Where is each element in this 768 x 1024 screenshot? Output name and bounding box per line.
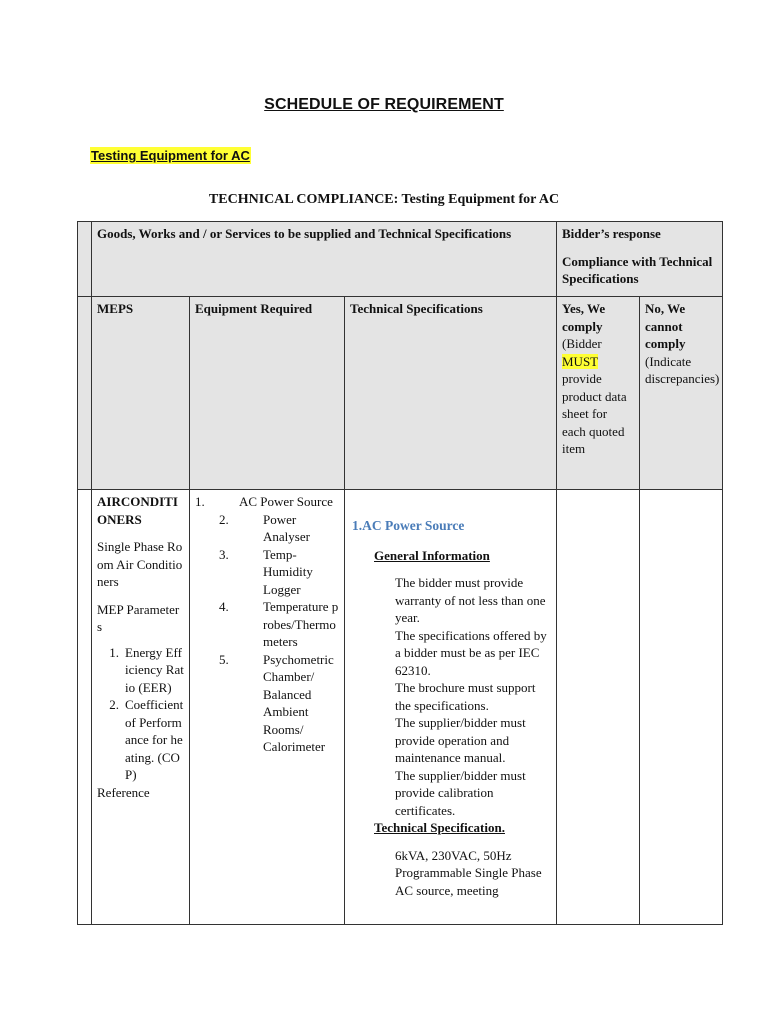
list-item: 1. AC Power Source — [195, 494, 333, 509]
technical-header: Technical Specifications — [350, 301, 483, 316]
meps-parameters: MEP Parameters — [97, 601, 180, 634]
equipment-list — [195, 493, 339, 756]
list-item: 3. Temp-Humidity Logger — [219, 546, 313, 597]
must-highlight: MUST — [562, 353, 598, 369]
bidder-response-label: Bidder’s response — [562, 226, 661, 241]
document-title: SCHEDULE OF REQUIREMENT — [264, 96, 504, 113]
bidder-response-cell — [557, 222, 723, 297]
technical-specification-text: 6kVA, 230VAC, 50Hz Programmable Single Phase AC source, meeting — [395, 847, 542, 898]
yes-comply-label: Yes, We comply — [562, 301, 606, 334]
compliance-label: Compliance with Technical Specifications — [562, 253, 713, 286]
meps-title: AIRCONDITIONERS — [97, 494, 178, 527]
goods-header-text: Goods, Works and / or Services to be supplied and Technical Specifications — [97, 226, 512, 241]
no-comply-response-cell[interactable] — [640, 490, 723, 925]
compliance-table — [77, 221, 723, 925]
yes-comply-post: provide product data sheet for each quoted item — [562, 371, 627, 456]
yes-comply-pre: (Bidder — [562, 336, 602, 351]
technical-spec-cell — [345, 490, 557, 925]
list-item: 1. Energy Efficiency Ratio (EER) — [109, 644, 184, 695]
list-item: 4. Temperature probes/Thermometers — [219, 599, 339, 649]
equipment-header-cell — [190, 297, 345, 490]
general-information-text: The bidder must provide warranty of not less than one year. The specifications offered by a bidder must be as per IEC 62310. The brochure must support the specifications. The supplier/bidder must provide operation and maintenance manual. The supplier/bidder must provide calibration certificates. — [395, 575, 547, 818]
meps-header-cell — [92, 297, 190, 490]
no-comply-note: (Indicate discrepancies) — [645, 353, 720, 386]
table-row — [78, 490, 723, 925]
table-subheader-row — [78, 297, 723, 490]
ac-power-source-title: 1.AC Power Source — [352, 518, 465, 533]
technical-specification-heading: Technical Specification. — [374, 820, 505, 835]
equipment-header: Equipment Required — [195, 301, 313, 316]
meps-reference: Reference — [97, 784, 150, 800]
list-item: 2. Coefficient of Performance for heating. (COP) — [109, 697, 184, 782]
margin-cell — [78, 222, 92, 297]
goods-header-cell — [92, 222, 557, 297]
margin-cell — [78, 297, 92, 490]
margin-cell — [78, 490, 92, 925]
technical-header-cell — [345, 297, 557, 490]
general-information-heading: General Information — [374, 547, 490, 563]
no-comply-label: No, We cannot comply — [645, 301, 686, 351]
meps-header: MEPS — [97, 301, 134, 316]
meps-description: Single Phase Room Air Conditioners — [97, 539, 183, 589]
list-item: 5. Psychometric Chamber/ Balanced Ambient Rooms/ Calorimeter — [219, 651, 334, 754]
equipment-cell — [190, 490, 345, 925]
meps-parameter-list — [97, 644, 184, 784]
no-comply-cell — [640, 297, 723, 490]
table-header-row — [78, 222, 723, 297]
section-heading: Testing Equipment for AC — [91, 148, 250, 163]
table-caption: TECHNICAL COMPLIANCE: Testing Equipment for AC — [208, 192, 560, 207]
yes-comply-response-cell[interactable] — [557, 490, 640, 925]
yes-comply-cell — [557, 297, 640, 490]
meps-cell — [92, 490, 190, 925]
list-item: 2. Power Analyser — [219, 511, 310, 544]
